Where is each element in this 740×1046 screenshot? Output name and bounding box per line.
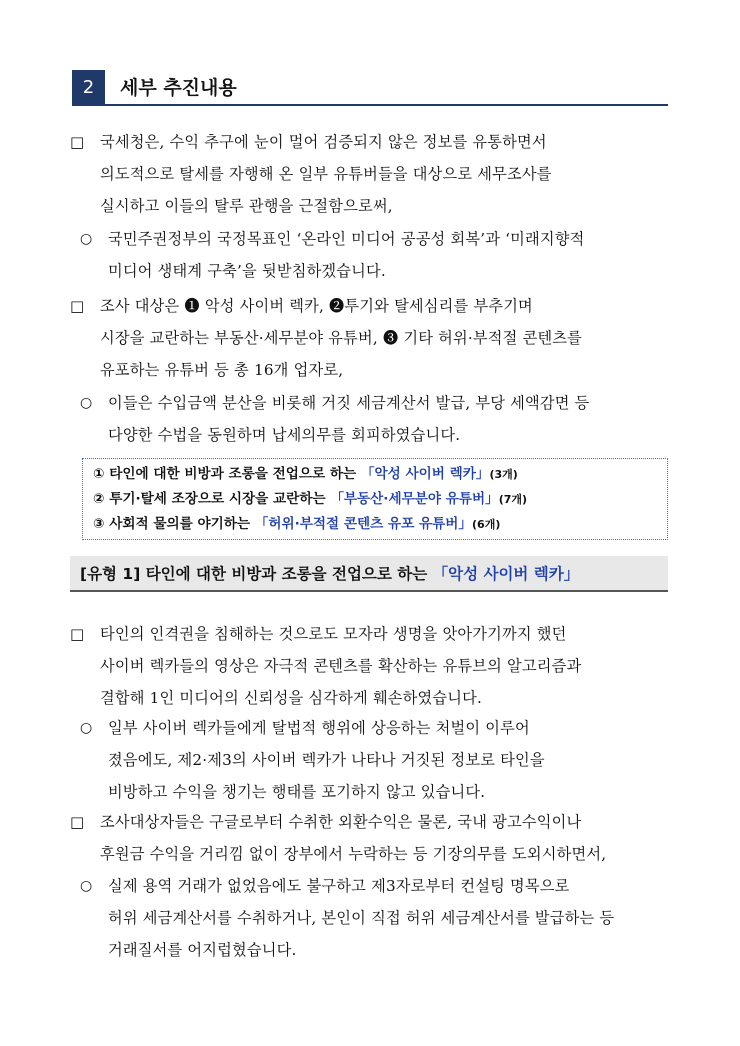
paragraph-7	[70, 806, 670, 870]
section-header	[72, 70, 668, 106]
text-line: 미디어 생태계 구축’을 뒷받침하겠습니다.	[108, 262, 386, 280]
circle-bullet: ○	[80, 231, 93, 247]
square-bullet: □	[70, 297, 85, 315]
text-line: 일부 사이버 렉카들에게 탈법적 행위에 상응하는 처벌이 이루어	[108, 719, 530, 737]
text-line: 타인의 인격권을 침해하는 것으로도 모자라 생명을 앗아가기까지 했던	[100, 625, 567, 643]
section-title: 세부 추진내용	[120, 77, 237, 99]
paragraph-6	[70, 712, 670, 808]
text-line: 거래질서를 어지럽혔습니다.	[108, 941, 297, 959]
paragraph-1	[70, 126, 670, 222]
text-line: 조사 대상은 ❶ 악성 사이버 렉카, ❷투기와 탈세심리를 부추기며	[100, 297, 533, 315]
summary-box	[82, 458, 668, 540]
text-line: 유포하는 유튜버 등 총 16개 업자로,	[100, 361, 344, 379]
circle-bullet: ○	[80, 395, 93, 411]
text-line: 이들은 수입금액 분산을 비롯해 거짓 세금계산서 발급, 부당 세액감면 등	[108, 394, 590, 412]
square-bullet: □	[70, 133, 85, 151]
circle-bullet: ○	[80, 878, 93, 894]
paragraph-8	[70, 870, 670, 966]
circle-bullet: ○	[80, 720, 93, 736]
text-line: 국민주권정부의 국정목표인 ‘온라인 미디어 공공성 회복’과 ‘미래지향적	[108, 230, 585, 248]
text-line: 실시하고 이들의 탈루 관행을 근절함으로써,	[100, 197, 393, 215]
section-number: 2	[72, 70, 105, 106]
text-line: 후원금 수익을 거리낌 없이 장부에서 누락하는 등 기장의무를 도외시하면서,	[100, 845, 607, 863]
summary-line-3: ③ 사회적 물의를 야기하는 「허위·부적절 콘텐츠 유포 유튜버」(6개)	[93, 516, 501, 532]
paragraph-2	[70, 223, 670, 287]
type-1-heading: [유형 1] 타인에 대한 비방과 조롱을 전업으로 하는 「악성 사이버 렉카」	[70, 556, 668, 592]
summary-line-1: ① 타인에 대한 비방과 조롱을 전업으로 하는 「악성 사이버 렉카」(3개)	[93, 466, 518, 482]
square-bullet: □	[70, 625, 85, 643]
text-line: 비방하고 수익을 챙기는 행태를 포기하지 않고 있습니다.	[108, 783, 486, 801]
summary-line-2: ② 투기·탈세 조장으로 시장을 교란하는 「부동산·세무분야 유튜버」(7개)	[93, 491, 528, 507]
text-line: 조사대상자들은 구글로부터 수취한 외환수익은 물론, 국내 광고수익이나	[100, 813, 582, 831]
text-line: 다양한 수법을 동원하며 납세의무를 회피하였습니다.	[108, 426, 461, 444]
text-line: 졌음에도, 제2·제3의 사이버 렉카가 나타나 거짓된 정보로 타인을	[108, 751, 545, 769]
paragraph-4	[70, 387, 670, 451]
text-line: 의도적으로 탈세를 자행해 온 일부 유튜버들을 대상으로 세무조사를	[100, 165, 552, 183]
text-line: 허위 세금계산서를 수취하거나, 본인이 직접 허위 세금계산서를 발급하는 등	[108, 909, 615, 927]
square-bullet: □	[70, 813, 85, 831]
paragraph-3	[70, 290, 670, 386]
section-underline	[105, 104, 668, 106]
text-line: 국세청은, 수익 추구에 눈이 멀어 검증되지 않은 정보를 유통하면서	[100, 133, 547, 151]
text-line: 시장을 교란하는 부동산·세무분야 유튜버, ❸ 기타 허위·부적절 콘텐츠를	[100, 329, 583, 347]
text-line: 실제 용역 거래가 없었음에도 불구하고 제3자로부터 컨설팅 명목으로	[108, 877, 570, 895]
text-line: 결합해 1인 미디어의 신뢰성을 심각하게 훼손하였습니다.	[100, 689, 483, 707]
text-line: 사이버 렉카들의 영상은 자극적 콘텐츠를 확산하는 유튜브의 알고리즘과	[100, 657, 582, 675]
paragraph-5	[70, 618, 670, 714]
